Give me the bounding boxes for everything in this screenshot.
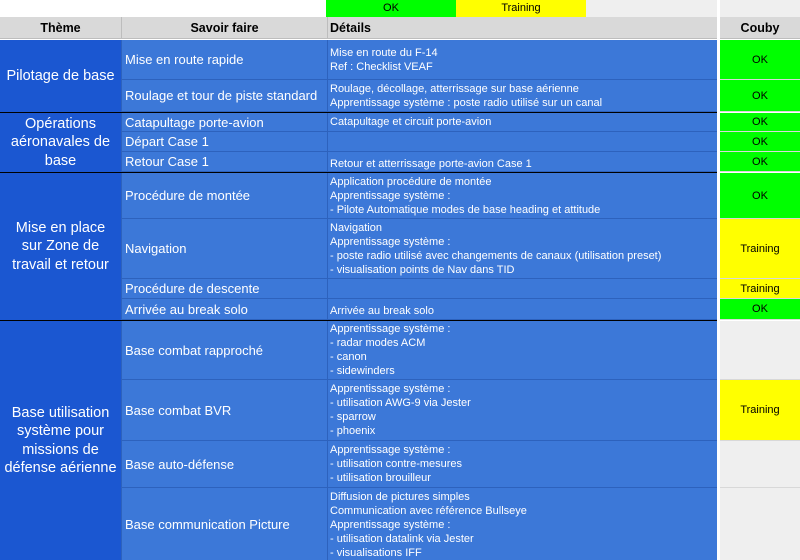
skill-cell[interactable]: Procédure de descente [121,279,327,299]
details-cell[interactable] [327,173,717,219]
details-cell[interactable] [327,321,717,380]
details-line: - utilisation contre-mesures [330,458,463,470]
details-cell[interactable] [327,80,717,112]
details-line: - visualisation points de Nav dans TID [330,263,515,276]
skill-cell[interactable]: Retour Case 1 [121,152,327,172]
skill-cell[interactable]: Base auto-défense [121,441,327,488]
details-line: Apprentissage système : poste radio utilisé sur un canal [330,96,603,109]
theme-cell[interactable]: Base utilisation système pour missions de défense aérienne [0,321,121,560]
status-cell[interactable]: OK [720,40,800,80]
header-person[interactable]: Couby [720,17,800,39]
skill-cell[interactable]: Roulage et tour de piste standard [121,80,327,112]
legend-blank [0,0,326,17]
legend-training: Training [456,0,586,17]
header-skill[interactable]: Savoir faire [121,17,327,39]
details-cell[interactable] [327,132,717,152]
status-cell[interactable] [720,488,800,560]
status-cell[interactable]: Training [720,219,800,279]
status-cell[interactable] [720,441,800,488]
details-line: Apprentissage système : [330,235,451,248]
details-cell[interactable] [327,279,717,299]
details-line: - utilisation datalink via Jester [330,533,474,545]
details-line: Catapultage et circuit porte-avion [330,116,492,128]
status-cell[interactable]: Training [720,380,800,441]
skill-cell[interactable]: Base combat BVR [121,380,327,441]
details-line: - poste radio utilisé avec changements de canaux (utilisation preset) [330,249,662,262]
details-cell[interactable] [327,299,717,320]
status-cell[interactable]: Training [720,279,800,299]
details-cell[interactable] [327,380,717,441]
status-cell[interactable]: OK [720,299,800,320]
details-line: Navigation [330,221,382,234]
skill-cell[interactable]: Mise en route rapide [121,40,327,80]
details-line: Apprentissage système : [330,323,451,335]
theme-cell[interactable]: Opérations aéronavales de base [0,113,121,172]
details-line: Ref : Checklist VEAF [330,60,433,73]
header-details[interactable]: Détails [327,17,717,39]
header-theme[interactable]: Thème [0,17,121,39]
details-line: Application procédure de montée [330,175,492,188]
skill-cell[interactable]: Arrivée au break solo [121,299,327,320]
details-cell[interactable] [327,488,717,560]
details-line: - sparrow [330,411,376,423]
details-cell[interactable] [327,152,717,172]
details-cell[interactable] [327,219,717,279]
details-line: - canon [330,351,367,363]
details-line: Apprentissage système : [330,519,451,531]
details-line: - sidewinders [330,365,395,377]
details-line: Apprentissage système : [330,189,451,202]
details-line: Apprentissage système : [330,444,451,456]
legend-empty [586,0,717,17]
theme-cell[interactable]: Mise en place sur Zone de travail et retour [0,173,121,320]
skill-cell[interactable]: Procédure de montée [121,173,327,219]
details-line: Communication avec référence Bullseye [330,505,527,517]
details-line: - radar modes ACM [330,337,426,349]
skill-cell[interactable]: Navigation [121,219,327,279]
legend-empty-person [720,0,800,17]
status-cell[interactable]: OK [720,132,800,152]
status-cell[interactable]: OK [720,113,800,132]
skill-cell[interactable]: Départ Case 1 [121,132,327,152]
details-line: - visualisations IFF [330,547,422,559]
details-cell[interactable] [327,441,717,488]
details-line: Arrivée au break solo [330,305,434,317]
details-line: - utilisation brouilleur [330,472,431,484]
details-line: - phoenix [330,425,376,437]
status-cell[interactable]: OK [720,152,800,172]
skill-cell[interactable]: Base combat rapproché [121,321,327,380]
skill-cell[interactable]: Catapultage porte-avion [121,113,327,132]
details-cell[interactable] [327,40,717,80]
status-cell[interactable]: OK [720,173,800,219]
details-line: - utilisation AWG-9 via Jester [330,397,471,409]
theme-cell[interactable]: Pilotage de base [0,40,121,112]
status-cell[interactable] [720,321,800,380]
details-cell[interactable] [327,113,717,132]
details-line: Retour et atterrissage porte-avion Case 1 [330,157,532,170]
legend-ok: OK [326,0,456,17]
skill-cell[interactable]: Base communication Picture [121,488,327,560]
details-line: Roulage, décollage, atterrissage sur base aérienne [330,82,579,95]
details-line: - Pilote Automatique modes de base heading et attitude [330,203,601,216]
details-line: Apprentissage système : [330,383,451,395]
details-line: Diffusion de pictures simples [330,491,470,503]
details-line: Mise en route du F-14 [330,46,438,59]
status-cell[interactable]: OK [720,80,800,112]
